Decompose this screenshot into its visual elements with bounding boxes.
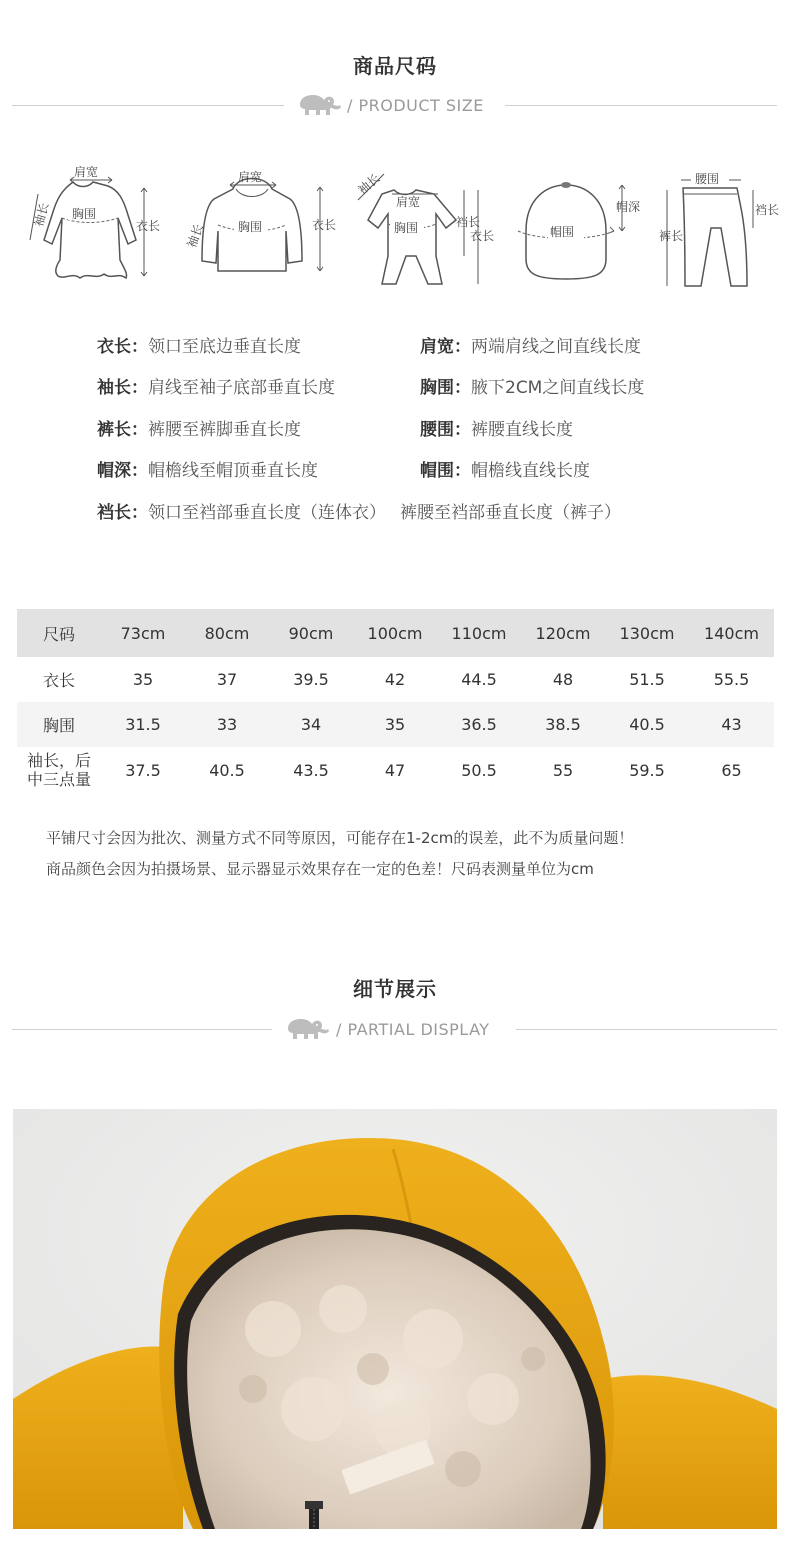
divider-right (516, 1029, 777, 1030)
hoodie-length-label: 衣长 (312, 218, 337, 232)
pants-waist-label: 腰围 (695, 172, 720, 186)
row-label-line-1: 袖长，后 (26, 751, 91, 770)
table-header-cell: 尺码 (17, 609, 101, 657)
table-cell: 38.5 (521, 702, 605, 747)
hoodie-diagram (178, 165, 337, 285)
table-cell: 44.5 (437, 657, 521, 702)
detail-section-subtitle: / PARTIAL DISPLAY (336, 1020, 490, 1039)
hat-depth-label: 帽深 (616, 200, 641, 214)
divider-right (505, 105, 777, 106)
table-cell: 40.5 (185, 747, 269, 793)
elephant-icon (284, 1017, 330, 1043)
dress-shoulder-label: 肩宽 (74, 165, 99, 179)
pants-diagram (655, 168, 780, 293)
table-cell: 40.5 (605, 702, 689, 747)
table-cell: 36.5 (437, 702, 521, 747)
table-cell: 37.5 (101, 747, 185, 793)
row-label (17, 747, 101, 793)
elephant-icon (296, 93, 342, 119)
table-row (17, 702, 774, 747)
legend-row-2-left: 袖长：肩线至袖子底部垂直长度 (97, 378, 335, 398)
romper-shoulder-label: 肩宽 (396, 195, 421, 209)
romper-sleeve-label: 袖长 (355, 171, 383, 198)
table-cell: 48 (521, 657, 605, 702)
table-cell: 50.5 (437, 747, 521, 793)
legend-row-3-left: 裤长：裤腰至裤脚垂直长度 (97, 420, 301, 440)
table-cell: 55 (521, 747, 605, 793)
hoodie-sleeve-label: 袖长 (184, 222, 206, 250)
table-cell: 33 (185, 702, 269, 747)
divider-left (12, 105, 284, 106)
size-section-title: 商品尺码 (353, 54, 437, 78)
note-line-1: 平铺尺寸会因为批次、测量方式不同等原因，可能存在1-2cm的误差，此不为质量问题！ (46, 829, 634, 847)
dress-chest-label: 胸围 (72, 207, 97, 221)
table-cell: 35 (353, 702, 437, 747)
legend-row-5: 裆长：领口至裆部垂直长度（连体衣） 裤腰至裆部垂直长度（裤子） (97, 503, 621, 523)
table-row (17, 657, 774, 702)
table-header-cell: 110cm (437, 609, 521, 657)
table-header-cell: 130cm (605, 609, 689, 657)
legend-row-4-right: 帽围：帽檐线直线长度 (420, 461, 590, 481)
table-cell: 42 (353, 657, 437, 702)
dress-sleeve-label: 袖长 (31, 201, 52, 229)
divider-left (12, 1029, 272, 1030)
row-label: 衣长 (17, 657, 101, 702)
detail-section-title: 细节展示 (353, 977, 437, 1001)
legend-row-2-right: 胸围：腋下2CM之间直线长度 (420, 378, 645, 398)
dress-diagram (28, 160, 161, 290)
table-header-cell: 100cm (353, 609, 437, 657)
table-cell: 43.5 (269, 747, 353, 793)
table-cell: 39.5 (269, 657, 353, 702)
table-header-cell: 80cm (185, 609, 269, 657)
table-cell: 51.5 (605, 657, 689, 702)
legend-row-4-left: 帽深：帽檐线至帽顶垂直长度 (97, 461, 318, 481)
romper-crotch-label: 裆长 (456, 215, 481, 229)
pants-length-label: 裤长 (659, 229, 684, 243)
table-row (17, 747, 774, 793)
note-line-2: 商品颜色会因为拍摄场景、显示器显示效果存在一定的色差！尺码表测量单位为cm (46, 860, 594, 878)
pants-crotch-label: 裆长 (755, 203, 780, 217)
table-header-cell: 73cm (101, 609, 185, 657)
size-section-subtitle: / PRODUCT SIZE (347, 96, 484, 115)
table-cell: 59.5 (605, 747, 689, 793)
table-cell: 55.5 (689, 657, 774, 702)
hat-diagram (510, 175, 640, 285)
hoodie-shoulder-label: 肩宽 (238, 170, 263, 184)
table-header-cell: 90cm (269, 609, 353, 657)
table-header-cell: 120cm (521, 609, 605, 657)
row-label-line-2: 中三点量 (26, 770, 91, 789)
table-cell: 37 (185, 657, 269, 702)
legend-row-3-right: 腰围：裤腰直线长度 (420, 420, 573, 440)
romper-chest-label: 胸围 (394, 221, 419, 235)
hat-circumference-label: 帽围 (550, 225, 575, 239)
romper-length-label: 衣长 (470, 229, 495, 243)
table-cell: 65 (689, 747, 774, 793)
table-cell: 43 (689, 702, 774, 747)
hoodie-chest-label: 胸围 (238, 220, 263, 234)
size-table (17, 609, 774, 793)
row-label: 胸围 (17, 702, 101, 747)
legend-row-1-left: 衣长：领口至底边垂直长度 (97, 337, 301, 357)
table-cell: 47 (353, 747, 437, 793)
table-cell: 34 (269, 702, 353, 747)
product-detail-photo (13, 1109, 777, 1529)
romper-diagram (352, 160, 495, 290)
legend-row-1-right: 肩宽：两端肩线之间直线长度 (420, 337, 641, 357)
dress-length-label: 衣长 (136, 219, 161, 233)
table-header-cell: 140cm (689, 609, 774, 657)
table-header-row (17, 609, 774, 657)
table-cell: 31.5 (101, 702, 185, 747)
table-cell: 35 (101, 657, 185, 702)
